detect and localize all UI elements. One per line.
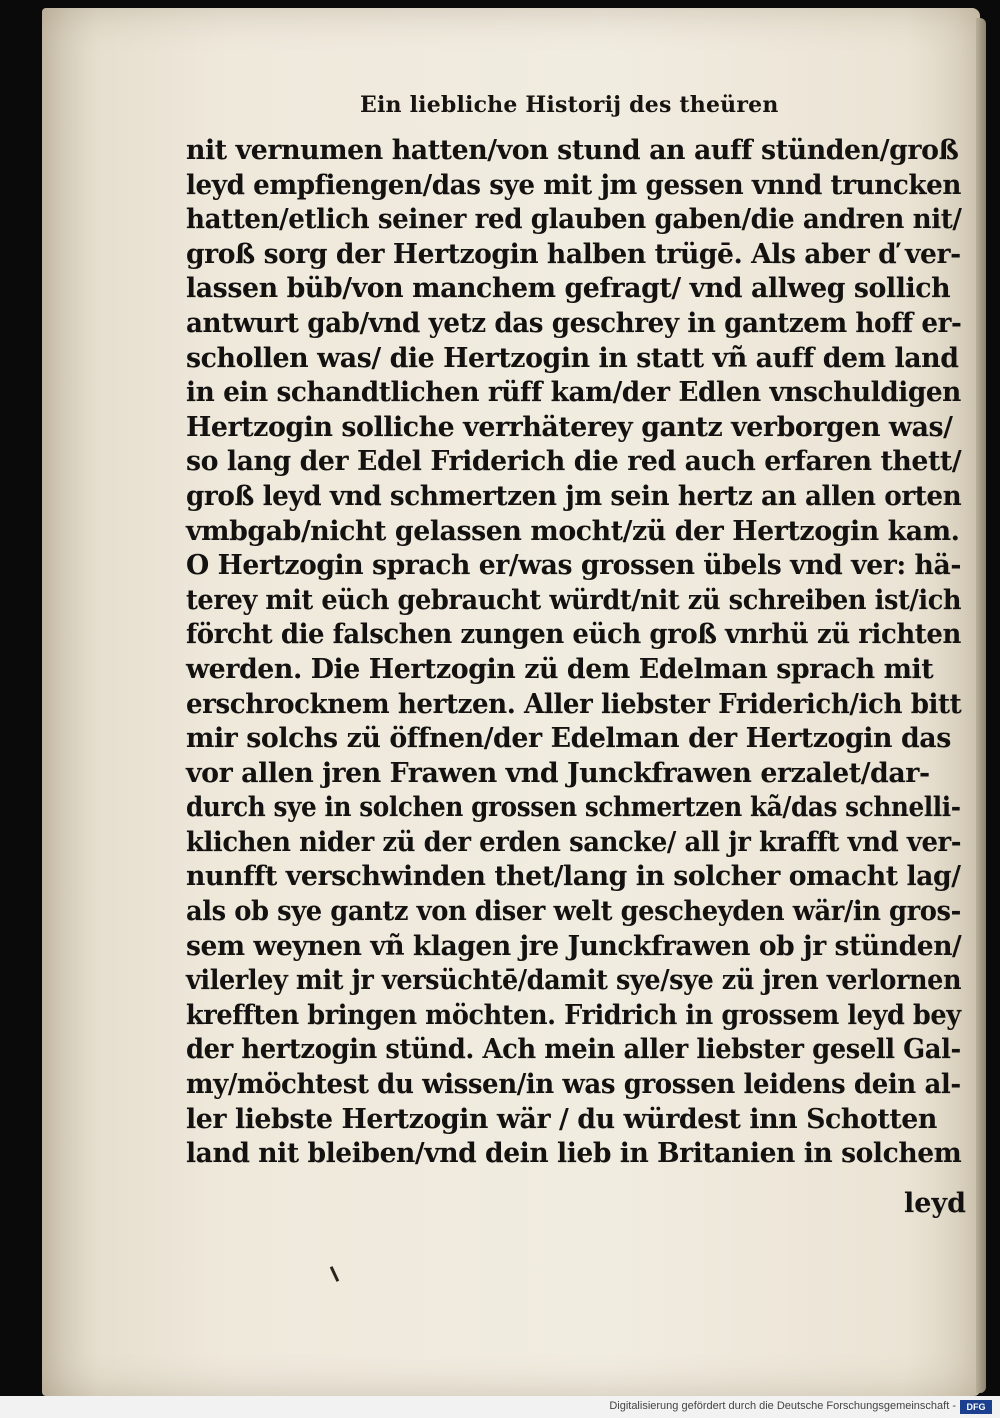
text-line: in ein schandtlichen rüff kam/der Edlen vnschuldigen: [186, 377, 961, 409]
text-line: leyd empfiengen/das sye mit jm gessen vnnd truncken: [186, 169, 961, 201]
text-line: vmbgab/nicht gelassen mocht/zü der Hertzogin kam.: [186, 515, 960, 547]
text-line: nit vernumen hatten/von stund an auff stünden/groß: [186, 135, 959, 166]
text-line: my/möchtest du wissen/in was grossen leidens dein al‐: [186, 1069, 961, 1101]
running-head: Ein liebliche Historij des theüren: [360, 92, 779, 118]
text-line: groß sorg der Hertzogin halben trügē. Als aber ď ver‐: [186, 238, 961, 270]
text-line: vilerley mit jr versüchtē/damit sye/sye zü jren verlornen: [186, 965, 962, 997]
text-line: so lang der Edel Friderich die red auch erfaren thett/: [186, 446, 962, 478]
body-text: [186, 134, 966, 1172]
text-line: terey mit eüch gebraucht würdt/nit zü schreiben ist/ich: [186, 584, 962, 616]
text-line: mir solchs zü öffnen/der Edelman der Hertzogin das: [186, 723, 951, 755]
digitization-footer: [0, 1396, 1000, 1418]
text-line: als ob sye gantz von diser welt gescheyden wär/in gros‐: [186, 896, 961, 928]
text-line: förcht die falschen zungen eüch groß vnrhü zü richten: [186, 619, 961, 651]
funding-credit: Digitalisierung gefördert durch die Deutsche Forschungsgemeinschaft -: [609, 1400, 956, 1412]
text-line: vor allen jren Frawen vnd Junckfrawen erzalet/dar‐: [186, 757, 930, 789]
text-line: schollen was/ die Hertzogin in statt vñ auff dem land: [186, 342, 959, 374]
text-line: klichen nider zü der erden sancke/ all jr krafft vnd ver‐: [186, 826, 962, 858]
page-edge: [976, 18, 986, 1393]
text-line: ler liebste Hertzogin wär / du würdest inn Schotten: [186, 1103, 937, 1135]
text-line: hatten/etlich seiner red glauben gaben/die andren nit/: [186, 204, 962, 236]
text-line: nunfft verschwinden thet/lang in solcher omacht lag/: [186, 861, 961, 893]
text-line: Hertzogin solliche verrhäterey gantz verborgen was/: [186, 411, 953, 443]
text-line: groß leyd vnd schmertzen jm sein hertz an allen orten: [186, 480, 962, 512]
text-line: krefften bringen möchten. Fridrich in grossem leyd bey: [186, 999, 961, 1031]
text-line: werden. Die Hertzogin zü dem Edelman sprach mit: [186, 653, 934, 685]
text-line: erschrocknem hertzen. Aller liebster Friderich/ich bitt: [186, 688, 962, 720]
text-line: antwurt gab/vnd yetz das geschrey in gantzem hoff er‐: [186, 307, 962, 339]
dfg-logo: DFG: [960, 1400, 992, 1414]
text-line: O Hertzogin sprach er/was grossen übels vnd ver: hä‐: [186, 550, 961, 582]
text-line: sem weynen vñ klagen jre Junckfrawen ob jr stünden/: [186, 930, 962, 962]
catchword: leyd: [904, 1188, 967, 1219]
text-line: der hertzogin stünd. Ach mein aller liebster gesell Gal‐: [186, 1034, 961, 1066]
text-line: land nit bleiben/vnd dein lieb in Britanien in solchem: [186, 1138, 962, 1170]
text-line: lassen büb/von manchem gefragt/ vnd allweg sollich: [186, 273, 951, 305]
text-line: durch sye in solchen grossen schmertzen kã/das schnelli‐: [186, 792, 961, 824]
